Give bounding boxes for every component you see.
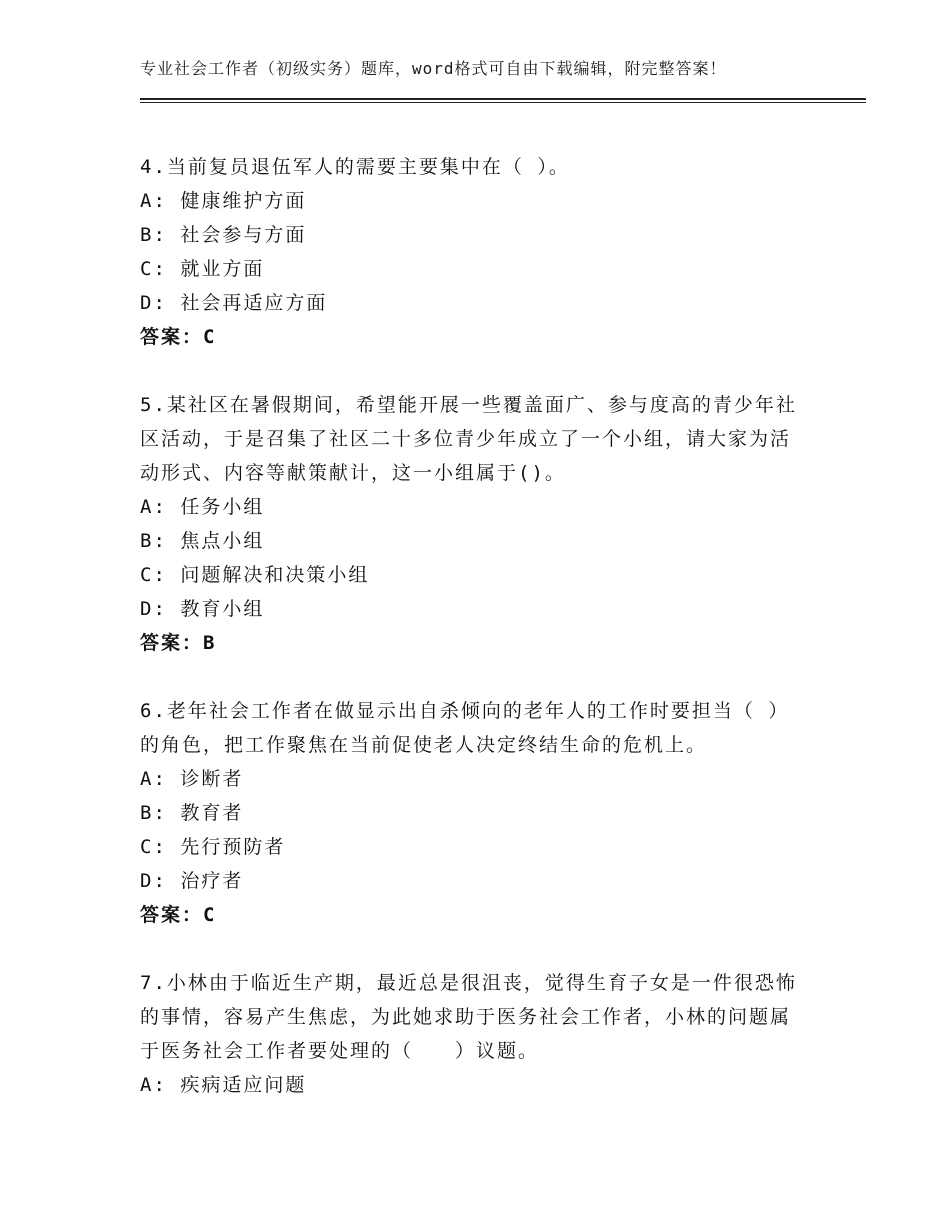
question-4 bbox=[140, 150, 800, 354]
option-b: B: 教育者 bbox=[140, 802, 244, 824]
question-6 bbox=[140, 694, 800, 932]
question-text: 4.当前复员退伍军人的需要主要集中在（ ）。 bbox=[140, 156, 570, 178]
question-text: 6.老年社会工作者在做显示出自杀倾向的老年人的工作时要担当（ ）的角色，把工作聚焦在当前促使老人决定终结生命的危机上。 bbox=[140, 700, 790, 756]
header-rule-thin bbox=[140, 102, 866, 103]
option-b: B: 焦点小组 bbox=[140, 530, 265, 552]
option-b: B: 社会参与方面 bbox=[140, 224, 307, 246]
option-a: A: 诊断者 bbox=[140, 768, 244, 790]
option-a: A: 疾病适应问题 bbox=[140, 1074, 307, 1096]
question-list bbox=[140, 150, 800, 1136]
question-text: 5.某社区在暑假期间，希望能开展一些覆盖面广、参与度高的青少年社区活动，于是召集了社区二十多位青少年成立了一个小组，请大家为活动形式、内容等献策献计，这一小组属于()。 bbox=[140, 394, 797, 484]
option-c: C: 就业方面 bbox=[140, 258, 265, 280]
question-7 bbox=[140, 966, 800, 1102]
answer: 答案：C bbox=[140, 904, 217, 926]
option-d: D: 教育小组 bbox=[140, 598, 265, 620]
question-text: 7.小林由于临近生产期，最近总是很沮丧，觉得生育子女是一件很恐怖的事情，容易产生焦虑，为此她求助于医务社会工作者，小林的问题属于医务社会工作者要处理的（ ）议题。 bbox=[140, 972, 797, 1062]
option-c: C: 先行预防者 bbox=[140, 836, 286, 858]
header-rule-thick bbox=[140, 98, 866, 100]
answer: 答案：B bbox=[140, 632, 217, 654]
question-5 bbox=[140, 388, 800, 660]
answer: 答案：C bbox=[140, 326, 217, 348]
option-d: D: 治疗者 bbox=[140, 870, 244, 892]
option-d: D: 社会再适应方面 bbox=[140, 292, 328, 314]
page-header: 专业社会工作者（初级实务）题库，word格式可自由下载编辑，附完整答案！ bbox=[140, 59, 727, 78]
option-a: A: 健康维护方面 bbox=[140, 190, 307, 212]
option-a: A: 任务小组 bbox=[140, 496, 265, 518]
option-c: C: 问题解决和决策小组 bbox=[140, 564, 370, 586]
